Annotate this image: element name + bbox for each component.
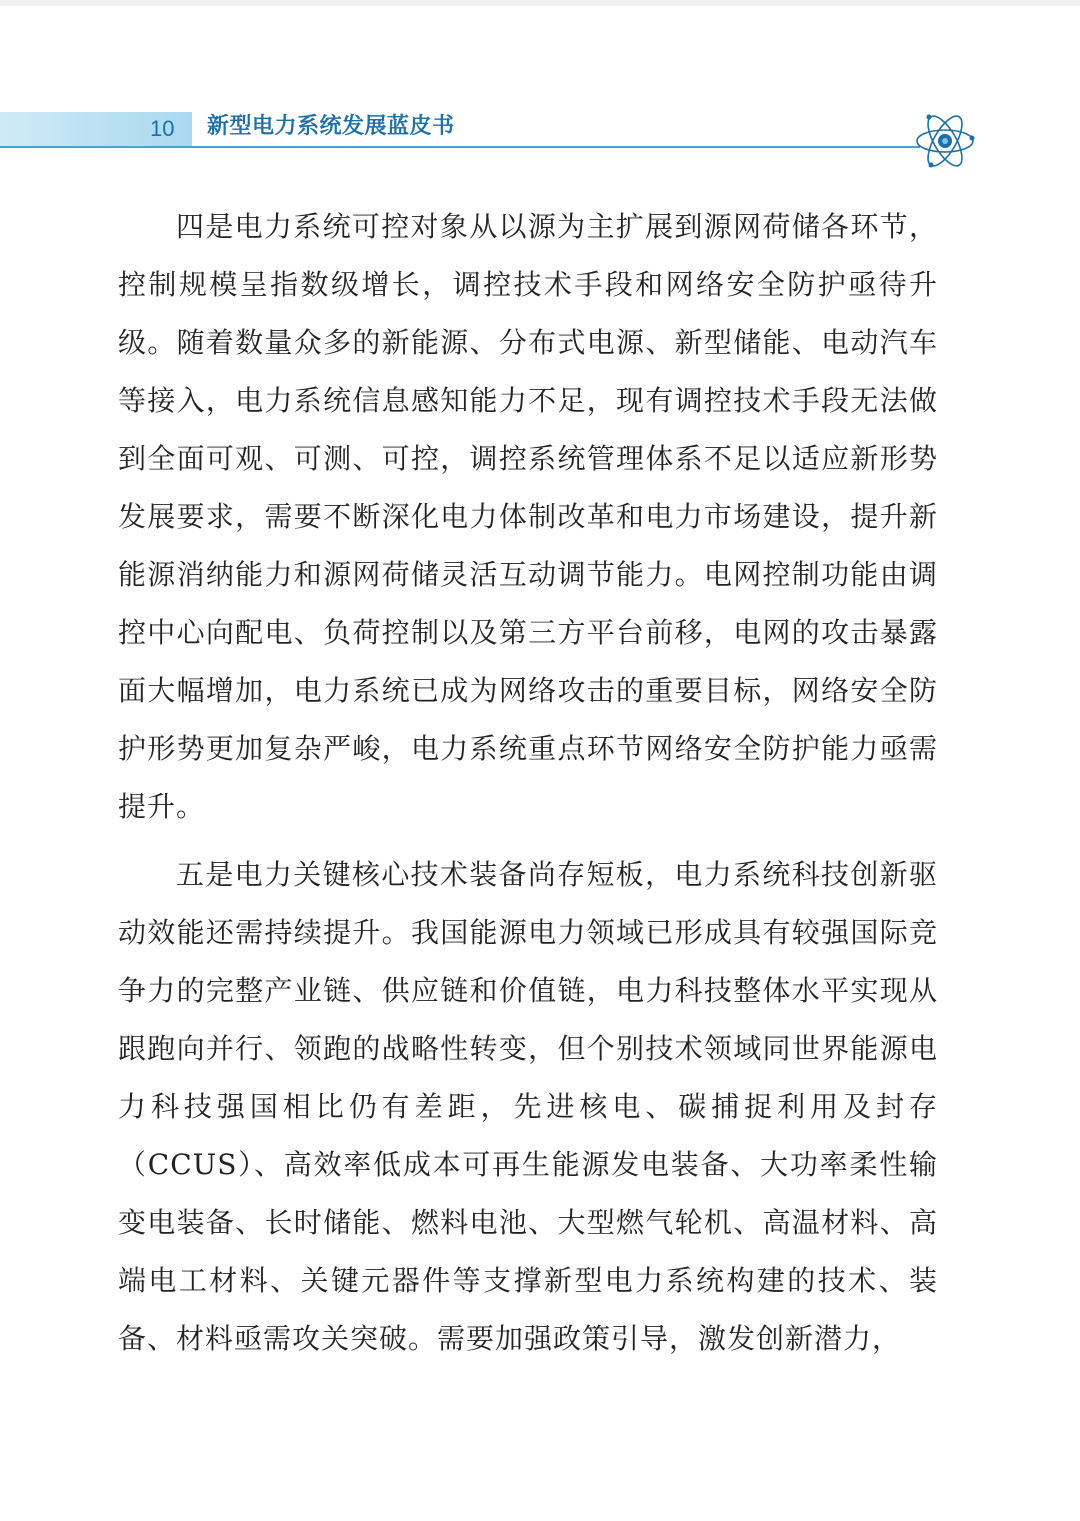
header-divider — [0, 146, 920, 148]
paragraph-four: 四是电力系统可控对象从以源为主扩展到源网荷储各环节，控制规模呈指数级增长，调控技术手段和网络安全防护亟待升级。随着数量众多的新能源、分布式电源、新型储能、电动汽车等接入，电力系统信息感知能力不足，现有调控技术手段无法做到全面可观、可测、可控，调控系统管理体系不足以适应新形势发展要求，需要不断深化电力体制改革和电力市场建设，提升新能源消纳能力和源网荷储灵活互动调节能力。电网控制功能由调控中心向配电、负荷控制以及第三方平台前移，电网的攻击暴露面大幅增加，电力系统已成为网络攻击的重要目标，网络安全防护形势更加复杂严峻，电力系统重点环节网络安全防护能力亟需提升。 — [118, 210, 938, 823]
body-text — [118, 198, 938, 1378]
atom-icon — [912, 108, 978, 174]
book-title: 新型电力系统发展蓝皮书 — [207, 114, 455, 139]
top-edge-strip — [0, 0, 1080, 6]
page-number: 10 — [150, 116, 175, 141]
paragraph-five: 五是电力关键核心技术装备尚存短板，电力系统科技创新驱动效能还需持续提升。我国能源电力领域已形成具有较强国际竞争力的完整产业链、供应链和价值链，电力科技整体水平实现从跟跑向并行、领跑的战略性转变，但个别技术领域同世界能源电力科技强国相比仍有差距，先进核电、碳捕捉利用及封存（CCUS）、高效率低成本可再生能源发电装备、大功率柔性输变电装备、长时储能、燃料电池、大型燃气轮机、高温材料、高端电工材料、关键元器件等支撑新型电力系统构建的技术、装备、材料亟需攻关突破。需要加强政策引导，激发创新潜力， — [118, 858, 938, 1355]
